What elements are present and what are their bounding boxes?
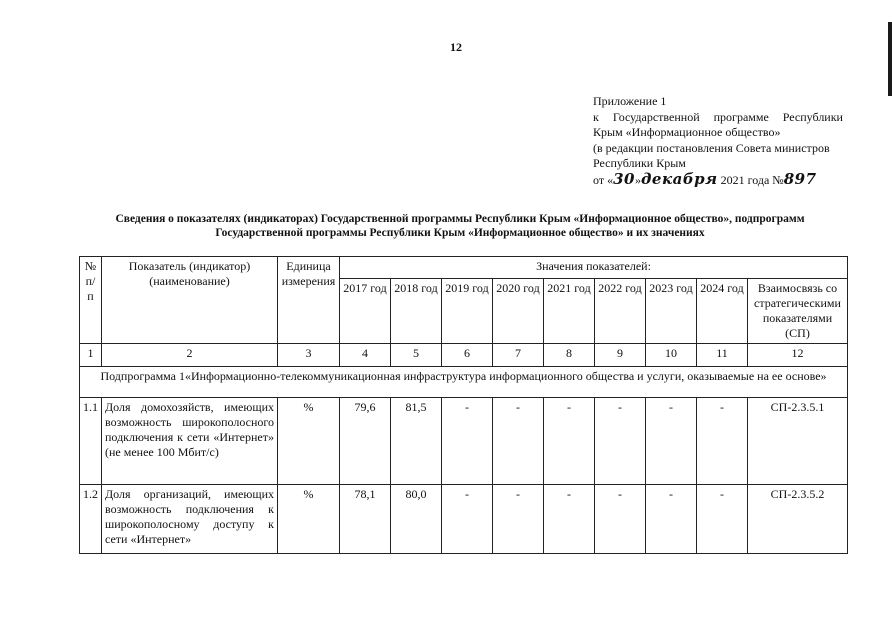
- date-day-handwritten: 30: [613, 169, 635, 188]
- header-year: 2023 год: [646, 279, 697, 344]
- appendix-line-1: Приложение 1: [593, 94, 667, 108]
- column-number: 7: [493, 344, 544, 367]
- indicator-value: 78,1: [340, 485, 391, 554]
- header-values: Значения показателей:: [340, 257, 848, 279]
- header-num: № п/п: [80, 257, 102, 344]
- date-prefix: от «: [593, 172, 614, 187]
- column-number: 2: [102, 344, 278, 367]
- indicator-value: 79,6: [340, 398, 391, 485]
- date-year: 2021 года №: [720, 172, 784, 187]
- table-row: [80, 398, 848, 485]
- appendix-word: программе: [713, 109, 769, 124]
- appendix-block: [593, 94, 843, 188]
- column-number: 10: [646, 344, 697, 367]
- table-row: [80, 485, 848, 554]
- document-title: [70, 212, 850, 240]
- column-number: 3: [278, 344, 340, 367]
- indicator-value: -: [697, 485, 748, 554]
- indicator-value: -: [493, 485, 544, 554]
- strategic-link: СП-2.3.5.2: [748, 485, 848, 554]
- column-number: 8: [544, 344, 595, 367]
- row-num: 1.1: [80, 398, 102, 485]
- page-number: 12: [450, 40, 462, 54]
- indicators-table: [79, 256, 848, 554]
- appendix-word: Государственной: [612, 109, 700, 124]
- column-number-row: [80, 344, 848, 367]
- date-mid: »: [634, 172, 641, 187]
- appendix-line-2: [593, 110, 843, 126]
- header-year: 2021 год: [544, 279, 595, 344]
- row-num: 1.2: [80, 485, 102, 554]
- date-month-handwritten: декабря: [640, 169, 718, 188]
- table-header-row: [80, 257, 848, 279]
- header-year: 2019 год: [442, 279, 493, 344]
- indicator-value: -: [442, 398, 493, 485]
- appendix-line-4: (в редакции постановления Совета министров: [593, 140, 830, 155]
- column-number: 11: [697, 344, 748, 367]
- indicator-value: -: [646, 398, 697, 485]
- appendix-word: к: [593, 109, 599, 124]
- header-year: 2020 год: [493, 279, 544, 344]
- indicator-name: Доля домохозяйств, имеющих возможность широкополосного подключения к сети «Интернет» (не менее 100 Мбит/с): [102, 398, 278, 485]
- column-number: 12: [748, 344, 848, 367]
- header-link: Взаимосвязь со стратегическими показателями (СП): [748, 279, 848, 344]
- date-number-handwritten: 897: [783, 169, 817, 188]
- header-year: 2017 год: [340, 279, 391, 344]
- subprogram-title: Подпрограмма 1«Информационно-телекоммуникационная инфраструктура информационного общества и услуги, оказываемые на ее основе»: [80, 367, 848, 398]
- strategic-link: СП-2.3.5.1: [748, 398, 848, 485]
- header-year: 2018 год: [391, 279, 442, 344]
- header-indicator: Показатель (индикатор) (наименование): [102, 257, 278, 344]
- indicator-value: -: [595, 485, 646, 554]
- indicator-value: -: [493, 398, 544, 485]
- indicator-unit: %: [278, 398, 340, 485]
- indicator-value: -: [544, 485, 595, 554]
- indicator-value: -: [442, 485, 493, 554]
- indicator-value: -: [595, 398, 646, 485]
- indicator-value: 80,0: [391, 485, 442, 554]
- appendix-line-5: Республики Крым: [593, 156, 686, 170]
- appendix-date-line: [593, 169, 843, 189]
- title-line-1: Сведения о показателях (индикаторах) Государственной программы Республики Крым «Информационное общество», подпрограмм: [115, 213, 805, 225]
- header-year: 2022 год: [595, 279, 646, 344]
- column-number: 4: [340, 344, 391, 367]
- indicator-value: -: [697, 398, 748, 485]
- indicator-value: -: [646, 485, 697, 554]
- header-unit: Единица измерения: [278, 257, 340, 344]
- indicator-value: 81,5: [391, 398, 442, 485]
- scan-edge-mark: [888, 22, 892, 96]
- column-number: 6: [442, 344, 493, 367]
- header-year: 2024 год: [697, 279, 748, 344]
- column-number: 5: [391, 344, 442, 367]
- appendix-word: Республики: [782, 109, 843, 124]
- indicator-name: Доля организаций, имеющих возможность подключения к широкополосному доступу к сети «Интернет»: [102, 485, 278, 554]
- indicator-unit: %: [278, 485, 340, 554]
- column-number: 1: [80, 344, 102, 367]
- appendix-line-3: Крым «Информационное общество»: [593, 125, 781, 139]
- title-line-2: Государственной программы Республики Крым «Информационное общество» и их значениях: [215, 227, 705, 239]
- column-number: 9: [595, 344, 646, 367]
- indicator-value: -: [544, 398, 595, 485]
- subprogram-row: [80, 367, 848, 398]
